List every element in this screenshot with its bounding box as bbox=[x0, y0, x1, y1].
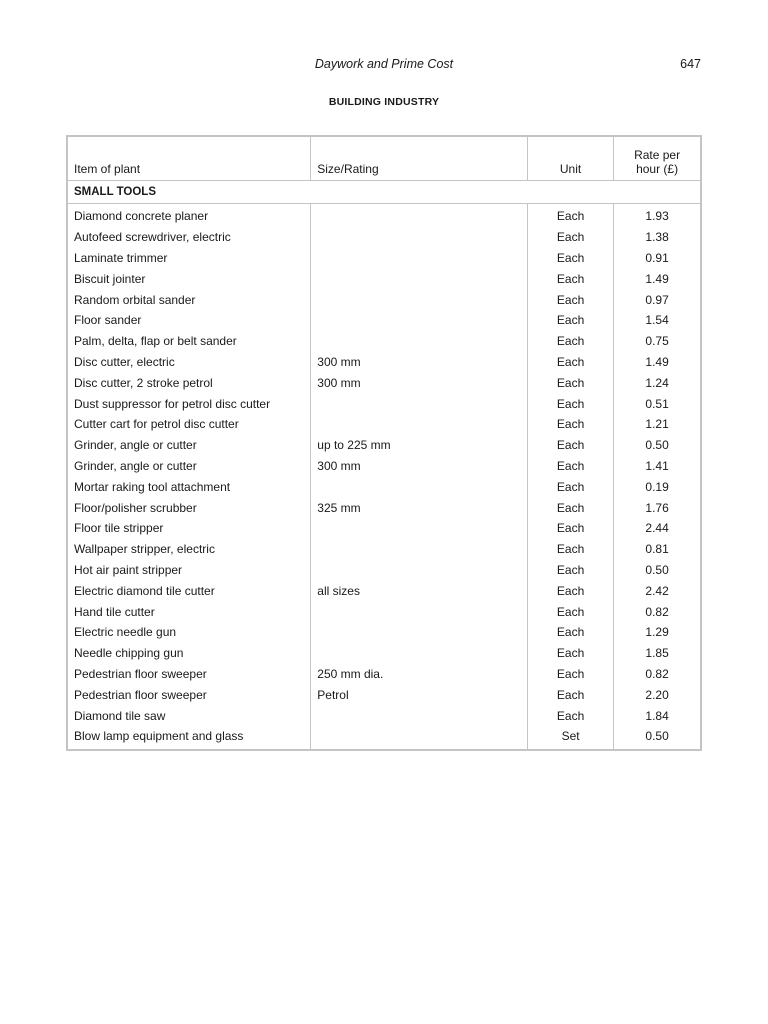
cell-rate: 1.93 bbox=[645, 209, 669, 224]
cell-unit: Each bbox=[527, 476, 613, 497]
cell-unit: Each bbox=[527, 539, 613, 560]
cell-rate: 2.42 bbox=[645, 583, 669, 598]
cell-item: Electric needle gun bbox=[67, 622, 311, 643]
cell-item: Random orbital sander bbox=[67, 289, 311, 310]
cell-rate: 0.81 bbox=[645, 542, 669, 557]
cell-size bbox=[311, 726, 528, 750]
cell-unit: Each bbox=[527, 248, 613, 269]
table-row bbox=[67, 539, 701, 560]
column-header-unit: Unit bbox=[527, 136, 613, 181]
cell-size bbox=[311, 643, 528, 664]
cell-size bbox=[311, 539, 528, 560]
cell-rate: 1.84 bbox=[645, 708, 669, 723]
cell-size bbox=[311, 560, 528, 581]
running-title: Daywork and Prime Cost bbox=[314, 57, 454, 71]
cell-item: Grinder, angle or cutter bbox=[67, 456, 311, 477]
cell-item: Disc cutter, electric bbox=[67, 352, 311, 373]
group-row bbox=[67, 181, 701, 204]
cell-unit: Each bbox=[527, 580, 613, 601]
cell-item: Biscuit jointer bbox=[67, 268, 311, 289]
cell-size bbox=[311, 622, 528, 643]
cell-unit: Each bbox=[527, 497, 613, 518]
cell-unit: Each bbox=[527, 227, 613, 248]
cell-item: Dust suppressor for petrol disc cutter bbox=[67, 393, 311, 414]
cell-unit: Each bbox=[527, 372, 613, 393]
cell-rate: 2.44 bbox=[645, 521, 669, 536]
column-header-rate-line2: hour (£) bbox=[636, 162, 679, 176]
cell-size bbox=[311, 518, 528, 539]
table-row bbox=[67, 227, 701, 248]
cell-unit: Each bbox=[527, 560, 613, 581]
cell-size: Petrol bbox=[311, 684, 528, 705]
cell-unit: Each bbox=[527, 435, 613, 456]
cell-size bbox=[311, 331, 528, 352]
cell-item: Palm, delta, flap or belt sander bbox=[67, 331, 311, 352]
cell-rate: 0.51 bbox=[645, 396, 669, 411]
table-row bbox=[67, 204, 701, 227]
cell-unit: Each bbox=[527, 352, 613, 373]
cell-unit: Each bbox=[527, 664, 613, 685]
cell-item: Needle chipping gun bbox=[67, 643, 311, 664]
table-row bbox=[67, 643, 701, 664]
table-row bbox=[67, 726, 701, 750]
cell-size: 325 mm bbox=[311, 497, 528, 518]
table-row bbox=[67, 372, 701, 393]
table-row bbox=[67, 476, 701, 497]
cell-rate: 0.82 bbox=[645, 604, 669, 619]
cell-rate: 0.50 bbox=[645, 438, 669, 453]
cell-size: all sizes bbox=[311, 580, 528, 601]
cell-size bbox=[311, 248, 528, 269]
plant-rates-table bbox=[66, 135, 702, 751]
column-header-rate bbox=[614, 136, 701, 181]
cell-rate: 1.49 bbox=[645, 354, 669, 369]
cell-rate: 1.41 bbox=[645, 458, 669, 473]
cell-unit: Each bbox=[527, 310, 613, 331]
cell-item: Blow lamp equipment and glass bbox=[67, 726, 311, 750]
cell-rate: 1.21 bbox=[645, 417, 669, 432]
cell-rate: 1.49 bbox=[645, 271, 669, 286]
cell-rate: 0.50 bbox=[645, 729, 669, 744]
cell-size: up to 225 mm bbox=[311, 435, 528, 456]
cell-size bbox=[311, 268, 528, 289]
column-header-rate-line1: Rate per bbox=[634, 148, 681, 162]
cell-size bbox=[311, 476, 528, 497]
table-row bbox=[67, 352, 701, 373]
cell-size bbox=[311, 414, 528, 435]
table-row bbox=[67, 705, 701, 726]
cell-rate: 1.85 bbox=[645, 646, 669, 661]
cell-unit: Each bbox=[527, 393, 613, 414]
cell-size bbox=[311, 310, 528, 331]
table-row bbox=[67, 310, 701, 331]
cell-item: Cutter cart for petrol disc cutter bbox=[67, 414, 311, 435]
cell-item: Pedestrian floor sweeper bbox=[67, 664, 311, 685]
cell-item: Disc cutter, 2 stroke petrol bbox=[67, 372, 311, 393]
cell-item: Floor/polisher scrubber bbox=[67, 497, 311, 518]
cell-size: 250 mm dia. bbox=[311, 664, 528, 685]
cell-unit: Each bbox=[527, 289, 613, 310]
cell-item: Diamond tile saw bbox=[67, 705, 311, 726]
cell-size: 300 mm bbox=[311, 352, 528, 373]
cell-size bbox=[311, 393, 528, 414]
table-row bbox=[67, 414, 701, 435]
cell-item: Autofeed screwdriver, electric bbox=[67, 227, 311, 248]
cell-item: Wallpaper stripper, electric bbox=[67, 539, 311, 560]
cell-unit: Each bbox=[527, 705, 613, 726]
group-label: SMALL TOOLS bbox=[67, 181, 701, 204]
cell-rate: 1.76 bbox=[645, 500, 669, 515]
table-row bbox=[67, 435, 701, 456]
table-row bbox=[67, 268, 701, 289]
table-row bbox=[67, 622, 701, 643]
cell-rate: 1.38 bbox=[645, 230, 669, 245]
cell-item: Hand tile cutter bbox=[67, 601, 311, 622]
cell-size: 300 mm bbox=[311, 456, 528, 477]
table-row bbox=[67, 664, 701, 685]
cell-unit: Each bbox=[527, 622, 613, 643]
cell-unit: Each bbox=[527, 684, 613, 705]
cell-rate: 0.19 bbox=[645, 479, 669, 494]
table-row bbox=[67, 518, 701, 539]
column-header-item: Item of plant bbox=[67, 136, 311, 181]
cell-unit: Each bbox=[527, 456, 613, 477]
cell-rate: 0.50 bbox=[645, 562, 669, 577]
cell-item: Pedestrian floor sweeper bbox=[67, 684, 311, 705]
cell-rate: 1.54 bbox=[645, 313, 669, 328]
cell-size bbox=[311, 601, 528, 622]
table-row bbox=[67, 684, 701, 705]
cell-rate: 1.29 bbox=[645, 625, 669, 640]
cell-unit: Each bbox=[527, 601, 613, 622]
cell-unit: Each bbox=[527, 204, 613, 227]
cell-item: Laminate trimmer bbox=[67, 248, 311, 269]
cell-item: Floor sander bbox=[67, 310, 311, 331]
cell-item: Grinder, angle or cutter bbox=[67, 435, 311, 456]
table-row bbox=[67, 580, 701, 601]
cell-size bbox=[311, 289, 528, 310]
cell-unit: Set bbox=[527, 726, 613, 750]
cell-item: Electric diamond tile cutter bbox=[67, 580, 311, 601]
cell-item: Diamond concrete planer bbox=[67, 204, 311, 227]
cell-size bbox=[311, 227, 528, 248]
cell-item: Hot air paint stripper bbox=[67, 560, 311, 581]
cell-size bbox=[311, 705, 528, 726]
cell-size: 300 mm bbox=[311, 372, 528, 393]
cell-rate: 0.75 bbox=[645, 334, 669, 349]
column-header-size: Size/Rating bbox=[311, 136, 528, 181]
section-heading: BUILDING INDUSTRY bbox=[328, 96, 440, 108]
page-number: 647 bbox=[680, 57, 701, 71]
cell-item: Floor tile stripper bbox=[67, 518, 311, 539]
table-row bbox=[67, 289, 701, 310]
cell-unit: Each bbox=[527, 518, 613, 539]
cell-unit: Each bbox=[527, 268, 613, 289]
cell-unit: Each bbox=[527, 331, 613, 352]
cell-rate: 0.97 bbox=[645, 292, 669, 307]
cell-item: Mortar raking tool attachment bbox=[67, 476, 311, 497]
table-row bbox=[67, 601, 701, 622]
table-row bbox=[67, 497, 701, 518]
cell-unit: Each bbox=[527, 414, 613, 435]
table-header-row bbox=[67, 136, 701, 181]
table-row bbox=[67, 456, 701, 477]
cell-rate: 0.91 bbox=[645, 250, 669, 265]
cell-rate: 2.20 bbox=[645, 687, 669, 702]
table-row bbox=[67, 560, 701, 581]
table-row bbox=[67, 393, 701, 414]
cell-rate: 1.24 bbox=[645, 375, 669, 390]
table-row bbox=[67, 331, 701, 352]
cell-size bbox=[311, 204, 528, 227]
table-row bbox=[67, 248, 701, 269]
cell-unit: Each bbox=[527, 643, 613, 664]
cell-rate: 0.82 bbox=[645, 666, 669, 681]
